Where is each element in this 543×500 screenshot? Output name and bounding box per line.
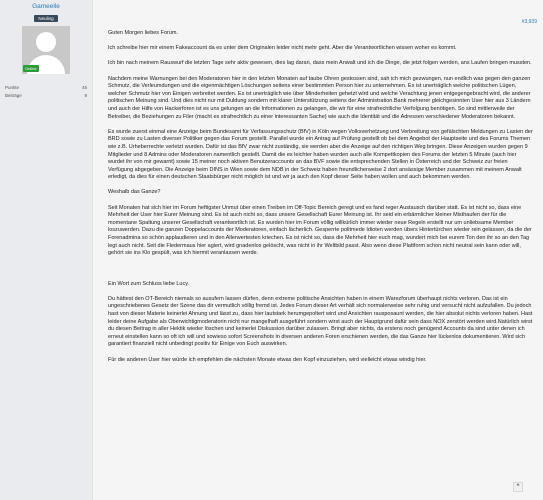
posts-row bbox=[5, 92, 87, 100]
posts-value: 9 bbox=[84, 93, 87, 98]
paragraph-warnings: Nachdem meine Warnungen bei den Moderatoren hier in den letzten Monaten auf taube Ohren gestossen sind, sah ich mich gezwungen, nun endlich was gegen den ganzen Schmutz, die Verleumdungen und die eigenmächtigen Löschungen seitens einer bestimmten Person hier zu unternehmen. Es ist unerträglich welche politischen Lügen, welcher Schmutz hier von Einigen verbreitet werden. Es ist unerträglich wie über Minderheiten gehetzt wird und welche Verachtung jenen entgegengebracht wird, die anderer politischen Meinung sind. Und dies nicht nur mit Duldung sondern mit klarer Unterstützung seitens der Administration.Bank mehrerer gleichgesinnten User hier aus 3 Ländern und auch der Hilfe von Hackerforen ist es uns gelungen an die Informationen zu gelangen, die wir für eine strafrechtliche Verfolgung benötigen. So sind mittlerweile der Betreiber, die Beziehungen zu Filer (macht es strafrechtlich zu einer interessanten Sache) wie auch die Identität und die Adressen verschiedener Moderatoren bekannt. bbox=[108, 75, 531, 120]
author-stats bbox=[5, 84, 87, 100]
avatar[interactable] bbox=[22, 26, 70, 74]
points-value: 45 bbox=[81, 85, 87, 90]
paragraph-closing-title: Ein Wort zum Schluss liebe Lucy. bbox=[108, 280, 190, 287]
paragraph-why: Weshalb das Ganze? bbox=[108, 189, 161, 196]
paragraph-explanation: Seit Monaten hat sich hier im Forum heftigster Unmut über einen Treiben im Off-Topic Bereich geregt und es fand reger Austausch darüber statt. Es ist nicht so, dass eine Mehrheit der User hier Eurer Meinung sind. Es ist auch nicht so, dass unsere Gesellschaft Eurer Meinung ist. Ihr seid ein erbärmlicher kleiner Misthaufen der für die momentane Spaltung unserer Gesellschaft verantwortlich ist. Es wurden hier im Forum völlig willkürlich immer wieder neue Regeln erstellt nur um unliebsame Member loszuwerden. Dazu die ganzen Doppelaccounts der Moderatoren, einfach lächerlich. Gesperrte politmede Idioten werden übers Hintertürchen wieder rein gelassen, da die der Forenadmina so schön applaudieren und in den Allerwertesten kriechen. Es ist nicht so, dass die Mehrheit hier euch mag, wundert mich bei eurem Ton den ihr so an den Tag legt auch nicht. Seit die Fledermaus hier agiert, wird gnadenlos gelöscht, was nicht in ihr Weltbild passt. Also wenn diese Plattform schon nicht neutral sein kann oder will, gehört sie ins Klo gespült, was ich hiermit veranlassen werde. bbox=[108, 204, 532, 257]
quote-icon: ❝ bbox=[516, 484, 520, 490]
quote-button[interactable] bbox=[513, 482, 523, 492]
online-status-badge: Online bbox=[25, 66, 37, 71]
author-sidebar bbox=[0, 0, 93, 500]
paragraph-intro: Ich schreibe hier mir einem Fakeaccount da es unter dem Originalen leider nicht mehr geht. Aber die Verantwortlichen wissen woher es kommt. bbox=[108, 45, 457, 52]
paragraph-report: Es wurde zuerst einmal eine Anzeige beim Bundesamt für Verfassungsschutz (BfV) in Köln wegen Volksverhetzung und Verbreitung von gefälschten Meldungen zu Lasten der BRD sowie zu Lasten diverser Politiker gegen das Forum gestellt. Parallel wurde ein Antrag auf Prüfung gestellt ob bei dem Angebot der Hauptseite und des Forums Themen wie z.B. Urheberrechte verletzt wurden. Dafür ist das BfV zwar nicht zuständig, sie werden aber die Anzeige auf den richtigen Weg bringen. Diese Anzeigen wurden gegen 9 Mitglieder und 8 Admins oder Moderatoren namentlich gestellt. Damit die es leichter haben wurden auch alle Kompettkopien des Forums der letzten 5 Minute (auch hier wurdet ihr von mir gewarnt) sowie 15 meiner noch aktiven Benutzeraccounts an das BVF sowie die entsprechenden Stellen in Österreich und der Schweiz zur freien Verfügung abgegeben. Die Anzeige beim DINS in Wien sowie dem NDB in der Schweiz haben freundlicherweise 2 dort ansässige Member zusammen mit meinem Anwalt erledigt, da dies für einen deutschen Staatsbürger nicht möglich ist und wir ja auch den Kopf dieser Seite haben wollen und auch bekommen werden. bbox=[108, 128, 533, 181]
author-name[interactable]: Gameelle bbox=[32, 3, 60, 10]
paragraph-closing: Du hättest den OT-Bereich niemals so ausufern lassen dürfen, denn extreme politische Ansichten haben in einem Warezforum überhaupt nichts verloren. Das ist ein ungeschriebenes Gesetz der Szene das dir vermutlich völlig fremd ist. Jedes Forum dieser Art verhält sich normalerweise sehr ruhig und versucht nicht aufzufallen. Du jedoch hast von dieser Materie keinerlei Ahnung und lässt zu, dass hier lautstark herumgepoltert wird und Ansichten rausposaunt werden, die hier absolut nichts verloren haben. Hast leider deine Aufgabe als Oberwichtigmoderatorin nicht nur mangelhaft ausgeführt sondern wirst auch der Hauptgrund dafür sein dass NOX zerstört werden wird.Natürlich wirst du diesen Beitrag in aller Hektik wieder löschen und keinerlei Diskussion darüber zulassen. Bringt aber nichts, da erstens noch genügend Accounts da sind unter denen ich erneut einstellen kann so oft ich will und sowieso sofort Screenshots in diversen anderen Foren erschienen werden, die das Ganze hier lückenlos dokumentieren. Wird sich garantiert finanziell nicht unbedingt positiv für Einige von Euch auswirken. bbox=[108, 295, 533, 348]
post-content bbox=[93, 0, 543, 500]
post-number-link[interactable]: #3,939 bbox=[521, 19, 537, 25]
points-row bbox=[5, 84, 87, 92]
avatar-head-shape bbox=[36, 32, 56, 52]
paragraph-final: Für die anderen User hier würde ich empfehlen die nächsten Monate etwas den Kopf einzuziehen, wird vielleicht etwas windig hier. bbox=[108, 356, 427, 363]
paragraph-greeting: Guten Morgen liebes Forum. bbox=[108, 30, 179, 36]
role-badge: Neuling bbox=[34, 15, 57, 22]
points-label: Punkte bbox=[5, 85, 20, 90]
posts-label: Beiträge bbox=[5, 93, 22, 98]
paragraph-activity: Ich bin nach meinem Rauswurf die letzten Tage sehr aktiv gewesen, dies lag daran, dass mein Anwalt und ich die Dinge, die jetzt folgen werden, ans Laufen bringen mussten. bbox=[108, 60, 532, 67]
